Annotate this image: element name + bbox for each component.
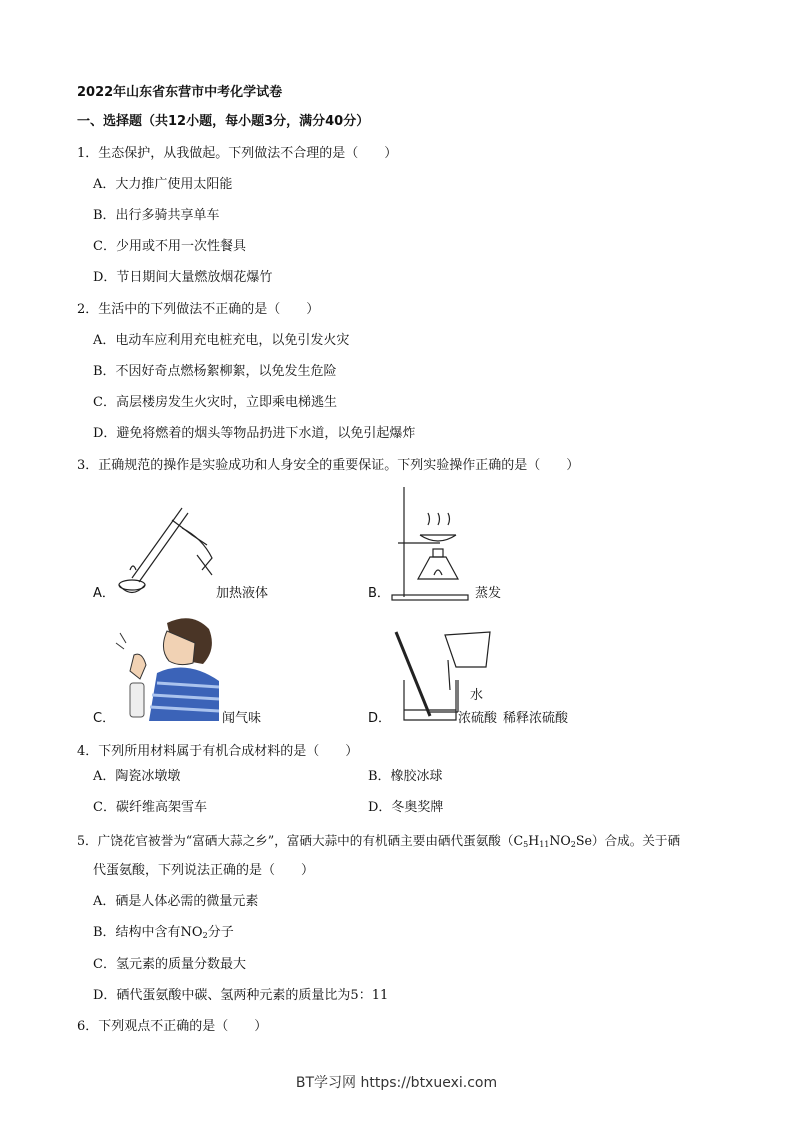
question-6-stem: 6．下列观点不正确的是（ ）	[77, 1019, 268, 1034]
q5-stem-tail: Se）合成。关于硒	[575, 833, 681, 848]
formula-h: H	[528, 833, 540, 848]
q5-option-b-text: B．结构中含有NO	[93, 925, 203, 940]
q3-option-a-letter: A．	[93, 586, 115, 601]
q1-option-c: C．少用或不用一次性餐具	[93, 239, 246, 254]
formula-h-subscript: 11	[539, 840, 550, 849]
q5-option-a: A．硒是人体必需的微量元素	[93, 894, 259, 909]
q3-option-d-caption: 稀释浓硫酸	[503, 711, 569, 726]
q2-option-c: C．高层楼房发生火灾时，立即乘电梯逃生	[93, 395, 337, 410]
q3-option-a-caption: 加热液体	[216, 586, 269, 601]
formula-no: NO	[549, 833, 571, 848]
q1-option-a: A．大力推广使用太阳能	[93, 177, 233, 192]
formula-c-subscript: 5	[523, 840, 529, 849]
q3-option-b-caption: 蒸发	[475, 586, 502, 601]
smelling-gas-figure	[112, 613, 222, 721]
question-4-stem: 4．下列所用材料属于有机合成材料的是（ ）	[77, 744, 359, 759]
q2-option-d: D．避免将燃着的烟头等物品扔进下水道，以免引起爆炸	[93, 426, 416, 441]
q1-option-d: D．节日期间大量燃放烟花爆竹	[93, 270, 273, 285]
q4-option-c: C．碳纤维高架雪车	[93, 800, 207, 815]
q3-option-d-letter: D．	[368, 711, 392, 726]
q3-option-b-letter: B．	[368, 586, 390, 601]
q4-option-a: A．陶瓷冰墩墩	[93, 769, 181, 784]
question-5-stem-line2: 代蛋氨酸，下列说法正确的是（ ）	[93, 863, 315, 878]
q4-option-d: D．冬奥奖牌	[368, 800, 444, 815]
question-2-stem: 2．生活中的下列做法不正确的是（ ）	[77, 302, 320, 317]
document-title: 2022年山东省东营市中考化学试卷	[77, 85, 283, 100]
formula-o-subscript: 2	[570, 840, 576, 849]
q2-option-a: A．电动车应利用充电桩充电，以免引发火灾	[93, 333, 350, 348]
footer-watermark: BT学习网 https://btxuexi.com	[295, 1075, 498, 1091]
sulfuric-acid-label: 浓硫酸	[458, 711, 498, 726]
q5-stem-text: 5．广饶花官被誉为“富硒大蒜之乡”，富硒大蒜中的有机硒主要由硒代蛋氨酸（C	[77, 833, 524, 848]
q5-option-c: C．氢元素的质量分数最大	[93, 957, 246, 972]
q3-option-c-letter: C．	[93, 711, 116, 726]
q2-option-b: B．不因好奇点燃杨絮柳絮，以免发生危险	[93, 364, 337, 379]
q5-option-b-tail: 分子	[207, 925, 234, 940]
water-label: 水	[470, 688, 484, 703]
heating-liquid-figure	[112, 500, 217, 605]
question-3-stem: 3．正确规范的操作是实验成功和人身安全的重要保证。下列实验操作正确的是（ ）	[77, 458, 580, 473]
question-1-stem: 1．生态保护，从我做起。下列做法不合理的是（ ）	[77, 146, 398, 161]
evaporation-figure	[390, 485, 475, 603]
no2-subscript: 2	[202, 931, 208, 940]
q4-option-b: B．橡胶冰球	[368, 769, 443, 784]
section-heading: 一、选择题（共12小题，每小题3分，满分40分）	[77, 114, 370, 129]
question-5-stem-line1	[77, 833, 680, 853]
q3-option-c-caption: 闻气味	[222, 711, 262, 726]
q5-option-d: D．硒代蛋氨酸中碳、氢两种元素的质量比为5：11	[93, 988, 389, 1003]
q1-option-b: B．出行多骑共享单车	[93, 208, 220, 223]
q5-option-b	[93, 925, 234, 944]
